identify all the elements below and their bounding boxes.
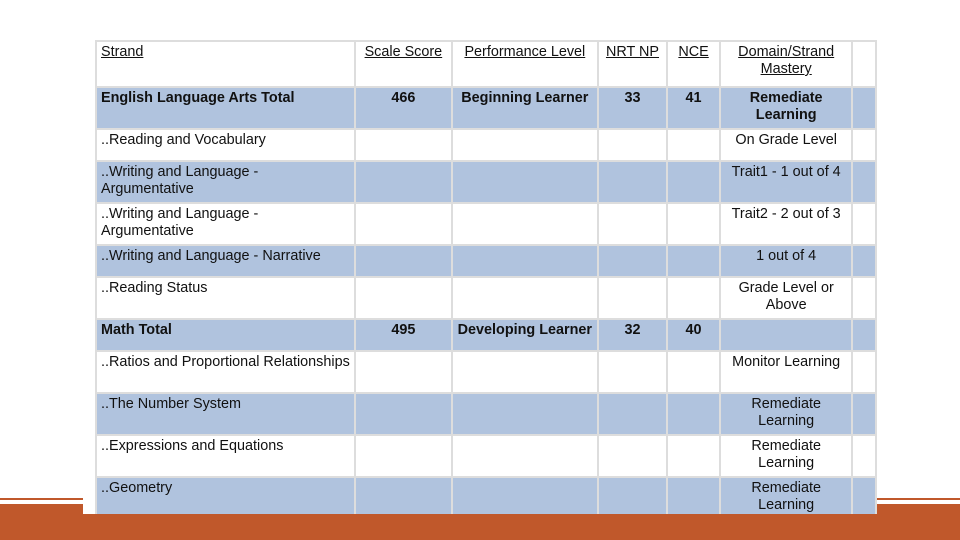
cell-mastery: Remediate Learning — [720, 477, 852, 514]
table-row — [96, 203, 876, 245]
cell-mastery: Remediate Learning — [720, 87, 852, 129]
cell-nrt-np — [598, 161, 667, 203]
header-scale-score: Scale Score — [355, 41, 452, 87]
cell-strand: ..Writing and Language - Argumentative — [96, 161, 355, 203]
table-row — [96, 161, 876, 203]
table-row — [96, 87, 876, 129]
cell-mastery — [720, 319, 852, 351]
score-report-table — [95, 40, 877, 514]
cell-mastery: On Grade Level — [720, 129, 852, 161]
table-row — [96, 351, 876, 393]
cell-nce — [667, 245, 720, 277]
cut-off-cell — [852, 277, 876, 319]
cell-nce — [667, 161, 720, 203]
cell-mastery: Remediate Learning — [720, 393, 852, 435]
table-row — [96, 393, 876, 435]
cell-mastery: Monitor Learning — [720, 351, 852, 393]
cell-performance-level — [452, 277, 598, 319]
cell-nrt-np — [598, 203, 667, 245]
cut-off-cell — [852, 129, 876, 161]
cell-nrt-np — [598, 277, 667, 319]
cell-nce — [667, 203, 720, 245]
cell-scale-score — [355, 203, 452, 245]
cut-off-cell — [852, 203, 876, 245]
cell-scale-score: 495 — [355, 319, 452, 351]
table-header-row — [96, 41, 876, 87]
header-mastery: Domain/Strand Mastery — [720, 41, 852, 87]
score-report-sheet — [83, 30, 877, 514]
cell-nrt-np: 32 — [598, 319, 667, 351]
table-row — [96, 277, 876, 319]
cell-nrt-np — [598, 129, 667, 161]
cell-scale-score — [355, 477, 452, 514]
cell-nrt-np: 33 — [598, 87, 667, 129]
cell-nrt-np — [598, 351, 667, 393]
cell-performance-level — [452, 435, 598, 477]
cell-strand: ..Reading Status — [96, 277, 355, 319]
cell-scale-score — [355, 161, 452, 203]
cell-mastery: Trait2 - 2 out of 3 — [720, 203, 852, 245]
cell-performance-level — [452, 477, 598, 514]
cell-scale-score — [355, 277, 452, 319]
cell-performance-level: Beginning Learner — [452, 87, 598, 129]
cell-strand: ..Geometry — [96, 477, 355, 514]
cell-mastery: Grade Level or Above — [720, 277, 852, 319]
cut-off-cell — [852, 87, 876, 129]
cell-scale-score — [355, 245, 452, 277]
table-row — [96, 477, 876, 514]
cell-nce — [667, 477, 720, 514]
table-row — [96, 319, 876, 351]
cell-nrt-np — [598, 435, 667, 477]
header-nrt-np: NRT NP — [598, 41, 667, 87]
cell-nce — [667, 351, 720, 393]
cell-mastery: 1 out of 4 — [720, 245, 852, 277]
cell-performance-level — [452, 245, 598, 277]
cell-performance-level: Developing Learner — [452, 319, 598, 351]
table-row — [96, 435, 876, 477]
cell-nrt-np — [598, 393, 667, 435]
cell-performance-level — [452, 161, 598, 203]
cell-nrt-np — [598, 245, 667, 277]
cell-performance-level — [452, 203, 598, 245]
cut-off-cell — [852, 161, 876, 203]
header-strand: Strand — [96, 41, 355, 87]
cell-nce — [667, 129, 720, 161]
cell-nce: 41 — [667, 87, 720, 129]
cell-strand: English Language Arts Total — [96, 87, 355, 129]
cut-off-column — [852, 41, 876, 87]
cell-scale-score — [355, 129, 452, 161]
cell-nce — [667, 277, 720, 319]
cell-strand: ..Writing and Language - Narrative — [96, 245, 355, 277]
cell-performance-level — [452, 393, 598, 435]
cell-strand: Math Total — [96, 319, 355, 351]
cell-scale-score — [355, 351, 452, 393]
cell-strand: ..Reading and Vocabulary — [96, 129, 355, 161]
cut-off-cell — [852, 435, 876, 477]
cut-off-cell — [852, 319, 876, 351]
table-row — [96, 245, 876, 277]
cell-strand: ..Expressions and Equations — [96, 435, 355, 477]
cell-strand: ..Writing and Language - Argumentative — [96, 203, 355, 245]
cell-performance-level — [452, 351, 598, 393]
cell-scale-score: 466 — [355, 87, 452, 129]
cell-nce — [667, 393, 720, 435]
cell-nrt-np — [598, 477, 667, 514]
cut-off-cell — [852, 351, 876, 393]
cut-off-cell — [852, 245, 876, 277]
cell-nce — [667, 435, 720, 477]
cell-strand: ..The Number System — [96, 393, 355, 435]
cell-strand: ..Ratios and Proportional Relationships — [96, 351, 355, 393]
header-performance-level: Performance Level — [452, 41, 598, 87]
cell-performance-level — [452, 129, 598, 161]
cell-mastery: Trait1 - 1 out of 4 — [720, 161, 852, 203]
cell-nce: 40 — [667, 319, 720, 351]
cell-mastery: Remediate Learning — [720, 435, 852, 477]
cell-scale-score — [355, 393, 452, 435]
cut-off-cell — [852, 477, 876, 514]
cut-off-cell — [852, 393, 876, 435]
header-nce: NCE — [667, 41, 720, 87]
cell-scale-score — [355, 435, 452, 477]
table-row — [96, 129, 876, 161]
